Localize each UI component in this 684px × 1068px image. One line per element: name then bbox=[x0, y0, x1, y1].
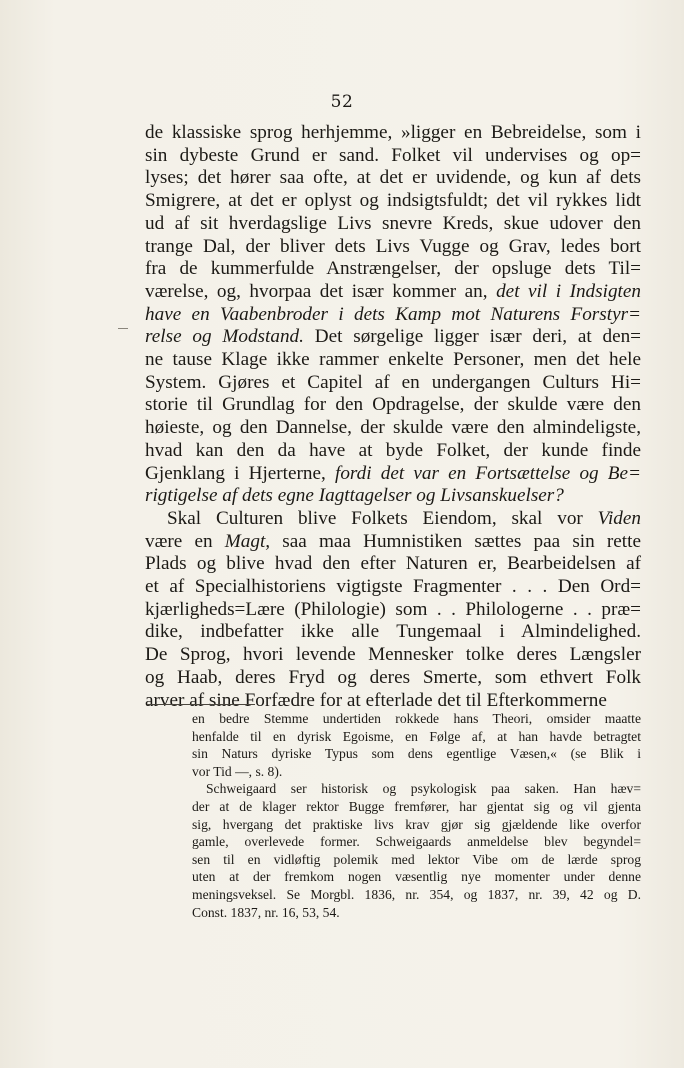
text-segment: storie til Grundlag for den Opdragelse, der skulde være den bbox=[145, 394, 641, 416]
italic-segment: det vil i Indsigten bbox=[496, 280, 641, 302]
text-segment: saa maa Humnistiken sættes paa sin rette bbox=[270, 530, 641, 552]
text-line bbox=[145, 236, 641, 259]
text-segment: værelse, og, hvorpaa det især kommer an, bbox=[145, 280, 497, 302]
text-segment: ne tause Klage ikke rammer enkelte Personer, men det hele bbox=[145, 349, 641, 371]
text-line bbox=[145, 440, 641, 463]
text-segment: System. Gjøres et Capitel af en undergangen Culturs Hi= bbox=[145, 371, 641, 393]
text-line bbox=[145, 167, 641, 190]
text-segment: hvad kan den da have at byde Folket, der kunde finde bbox=[145, 439, 641, 461]
text-line bbox=[145, 463, 641, 486]
text-line bbox=[145, 145, 641, 168]
text-line bbox=[145, 394, 641, 417]
text-line bbox=[145, 213, 641, 236]
text-line bbox=[145, 667, 641, 690]
text-line bbox=[145, 372, 641, 395]
text-line bbox=[145, 122, 641, 145]
text-segment: sin dybeste Grund er sand. Folket vil undervises og op= bbox=[145, 144, 641, 166]
text-line bbox=[145, 417, 641, 440]
text-segment: høieste, og den Dannelse, der skulde være den almindeligste, bbox=[145, 417, 641, 439]
text-segment: ud af sit hverdagslige Livs snevre Kreds, skue udover den bbox=[145, 212, 641, 234]
page-number: 52 bbox=[330, 92, 354, 112]
footnote-line: Schweigaard ser historisk og psykologisk paa saken. Han hæv= bbox=[206, 781, 641, 797]
text-segment: lyses; det hører saa ofte, at det er uvidende, og kun af dets bbox=[145, 167, 641, 189]
text-segment: fra de kummerfulde Anstrængelser, der opsluge dets Til= bbox=[145, 258, 641, 280]
text-segment: Skal Culturen blive Folkets Eiendom, skal vor bbox=[167, 507, 598, 529]
footnote-line: sig, hvergang det praktiske livs krav gjør sig gjældende like overfor bbox=[192, 816, 641, 832]
text-segment: dike, indbefatter ikke alle Tungemaal i Almindelighed. bbox=[145, 621, 641, 643]
text-line bbox=[145, 190, 641, 213]
text-line bbox=[145, 644, 641, 667]
text-line bbox=[145, 258, 641, 281]
italic-segment: fordi det var en Fortsættelse og Be= bbox=[335, 462, 641, 484]
text-segment: trange Dal, der bliver dets Livs Vugge og Grav, ledes bort bbox=[145, 235, 641, 257]
footnote-line: gamle, overlevede former. Schweigaards anmeldelse blev begyndel= bbox=[192, 834, 641, 850]
footnote-line: henfalde til en dyrisk Egoisme, en Følge af, at han havde betragtet bbox=[192, 728, 641, 744]
text-segment: et af Specialhistoriens vigtigste Fragmenter . . . Den Ord= bbox=[145, 576, 641, 598]
text-segment: de klassiske sprog herhjemme, »ligger en Bebreidelse, som i bbox=[145, 122, 641, 143]
footnote-line: uten at der fremkom nogen væsentlig nye momenter under denne bbox=[192, 869, 641, 885]
text-segment: arver af sine Forfædre for at efterlade det til Efterkommerne bbox=[145, 689, 607, 711]
text-segment: Smigrere, at det er oplyst og indsigtsfuldt; det vil rykkes lidt bbox=[145, 190, 641, 212]
text-line bbox=[145, 599, 641, 622]
italic-segment: Viden bbox=[597, 507, 641, 529]
footnote-rule bbox=[147, 704, 255, 705]
italic-segment: rigtigelse af dets egne Iagttagelser og Livsanskuelser? bbox=[145, 485, 564, 507]
text-line bbox=[145, 304, 641, 327]
text-line bbox=[145, 531, 641, 554]
text-line bbox=[145, 690, 641, 713]
margin-mark bbox=[118, 328, 128, 329]
text-line bbox=[145, 326, 641, 349]
text-segment: Plads og blive hvad den efter Naturen er, Bearbeidelsen af bbox=[145, 553, 641, 575]
footnote-line: sen til en vidløftig polemik med lektor Vibe om de lærde sprog bbox=[192, 851, 641, 867]
text-line bbox=[145, 349, 641, 372]
footnote-line: der at de klager rektor Bugge fremfører, har gjentat sig og vil gjenta bbox=[192, 798, 641, 814]
footnote-line: vor Tid —, s. 8). bbox=[192, 763, 283, 779]
italic-segment: have en Vaabenbroder i dets Kamp mot Naturens Forstyr= bbox=[145, 303, 641, 325]
text-segment: være en bbox=[145, 530, 225, 552]
text-line bbox=[145, 553, 641, 576]
italic-segment: Magt, bbox=[224, 530, 271, 552]
footnote bbox=[192, 710, 641, 921]
footnote-line: en bedre Stemme undertiden rokkede hans Theori, omsider maatte bbox=[192, 711, 641, 726]
text-line bbox=[145, 508, 641, 531]
footnote-line: meningsveksel. Se Morgbl. 1836, nr. 354, og 1837, nr. 39, 42 og D. bbox=[192, 886, 641, 902]
text-segment: kjærligheds=Lære (Philologie) som . . Philologerne . . præ= bbox=[145, 598, 641, 620]
text-segment: Gjenklang i Hjerterne, bbox=[145, 462, 335, 484]
text-segment: De Sprog, hvori levende Mennesker tolke deres Længsler bbox=[145, 644, 641, 666]
footnote-line: sin Naturs dyriske Typus som dens egentlige Væsen,« (se Blik i bbox=[192, 746, 641, 762]
text-line bbox=[145, 281, 641, 304]
footnote-line: Const. 1837, nr. 16, 53, 54. bbox=[192, 904, 340, 920]
text-line bbox=[145, 485, 641, 508]
text-segment: Det sørgelige ligger især deri, at den= bbox=[303, 326, 641, 348]
italic-segment: relse og Modstand. bbox=[145, 326, 304, 348]
text-segment: og Haab, deres Fryd og deres Smerte, som ethvert Folk bbox=[145, 666, 641, 688]
text-line bbox=[145, 621, 641, 644]
main-text bbox=[145, 122, 641, 712]
text-line bbox=[145, 576, 641, 599]
